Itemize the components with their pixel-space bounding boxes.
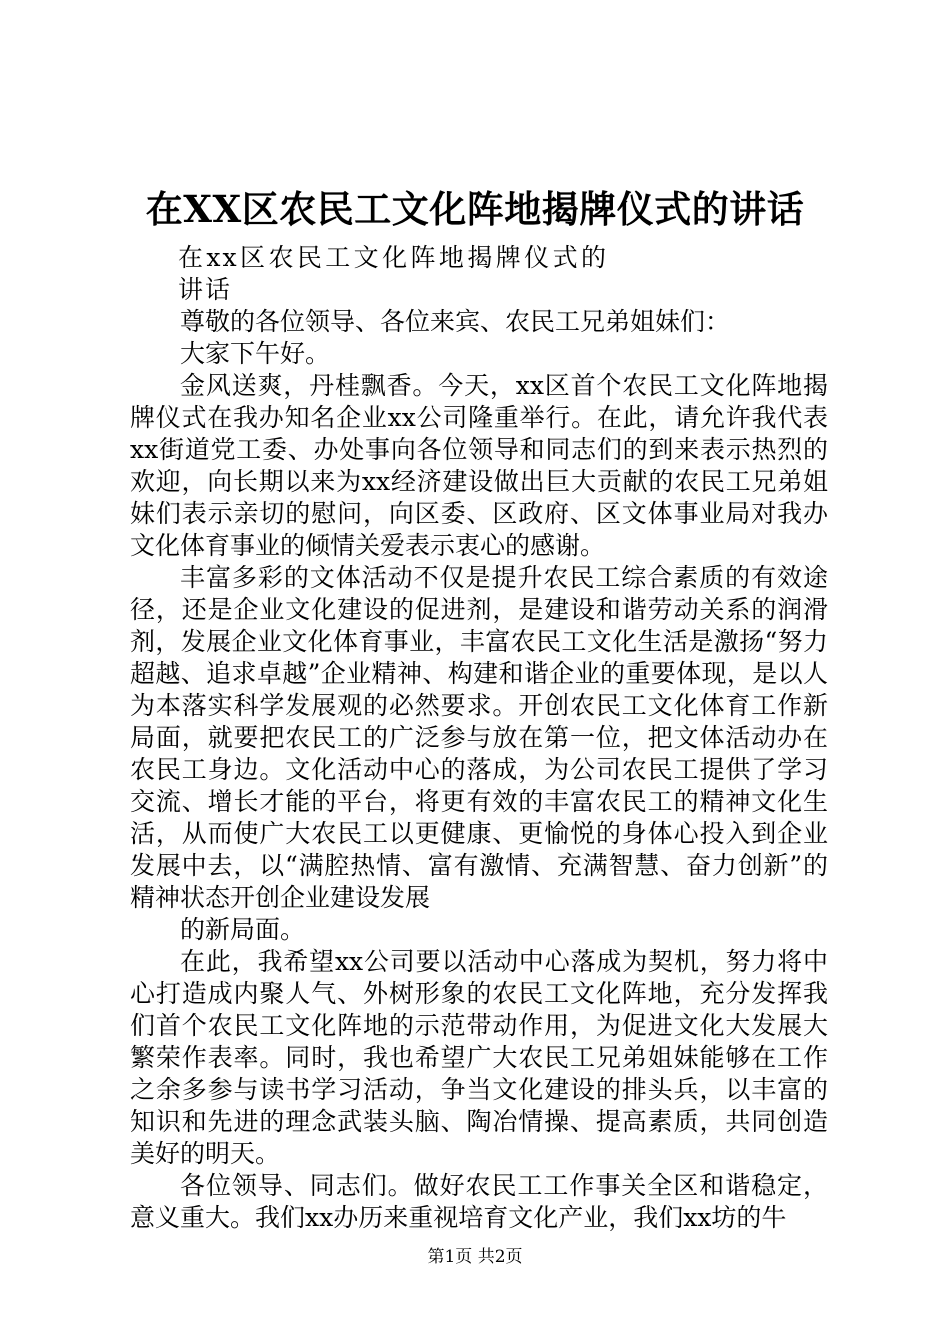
paragraph-2-continued: 的新局面。 — [180, 915, 306, 944]
document-title: 在XX区农民工文化阵地揭牌仪式的讲话 — [145, 187, 805, 231]
paragraph-1: 金风送爽，丹桂飘香。今天，xx区首个农民工文化阵地揭牌仪式在我办知名企业xx公司隆重举行。在此，请允许我代表xx街道党工委、办处事向各位领导和同志们的到来表示热烈的欢迎，向长期以来为xx经济建设做出巨大贡献的农民工兄弟姐妹们表示亲切的慰问，向区委、区政府、区文体事业局对我办文化体育事业的倾情关爱表示衷心的感谢。 — [130, 371, 828, 560]
greeting: 大家下午好。 — [180, 339, 331, 368]
document-body — [130, 242, 828, 1234]
paragraph-4: 各位领导、同志们。做好农民工工作事关全区和谐稳定，意义重大。我们xx办历来重视培育文化产业，我们xx坊的牛 — [130, 1171, 828, 1232]
document-subtitle: 在xx区农民工文化阵地揭牌仪式的讲话 — [178, 243, 608, 304]
salutation: 尊敬的各位领导、各位来宾、农民工兄弟姐妹们： — [180, 307, 731, 336]
paragraph-3: 在此，我希望xx公司要以活动中心落成为契机，努力将中心打造成内聚人气、外树形象的农民工文化阵地，充分发挥我们首个农民工文化阵地的示范带动作用，为促进文化大发展大繁荣作表率。同时，我也希望广大农民工兄弟姐妹能够在工作之余多参与读书学习活动，争当文化建设的排头兵，以丰富的知识和先进的理念武装头脑、陶冶情操、提高素质，共同创造美好的明天。 — [130, 947, 828, 1168]
page-footer: 第1页 共2页 — [427, 1247, 523, 1267]
paragraph-2: 丰富多彩的文体活动不仅是提升农民工综合素质的有效途径，还是企业文化建设的促进剂，是建设和谐劳动关系的润滑剂，发展企业文化体育事业，丰富农民工文化生活是激扬“努力超越、追求卓越”企业精神、构建和谐企业的重要体现，是以人为本落实科学发展观的必然要求。开创农民工文化体育工作新局面，就要把农民工的广泛参与放在第一位，把文体活动办在农民工身边。文化活动中心的落成，为公司农民工提供了学习交流、增长才能的平台，将更有效的丰富农民工的精神文化生活，从而使广大农民工以更健康、更愉悦的身体心投入到企业发展中去，以“满腔热情、富有激情、充满智慧、奋力创新”的精神状态开创企业建设发展 — [130, 563, 828, 912]
